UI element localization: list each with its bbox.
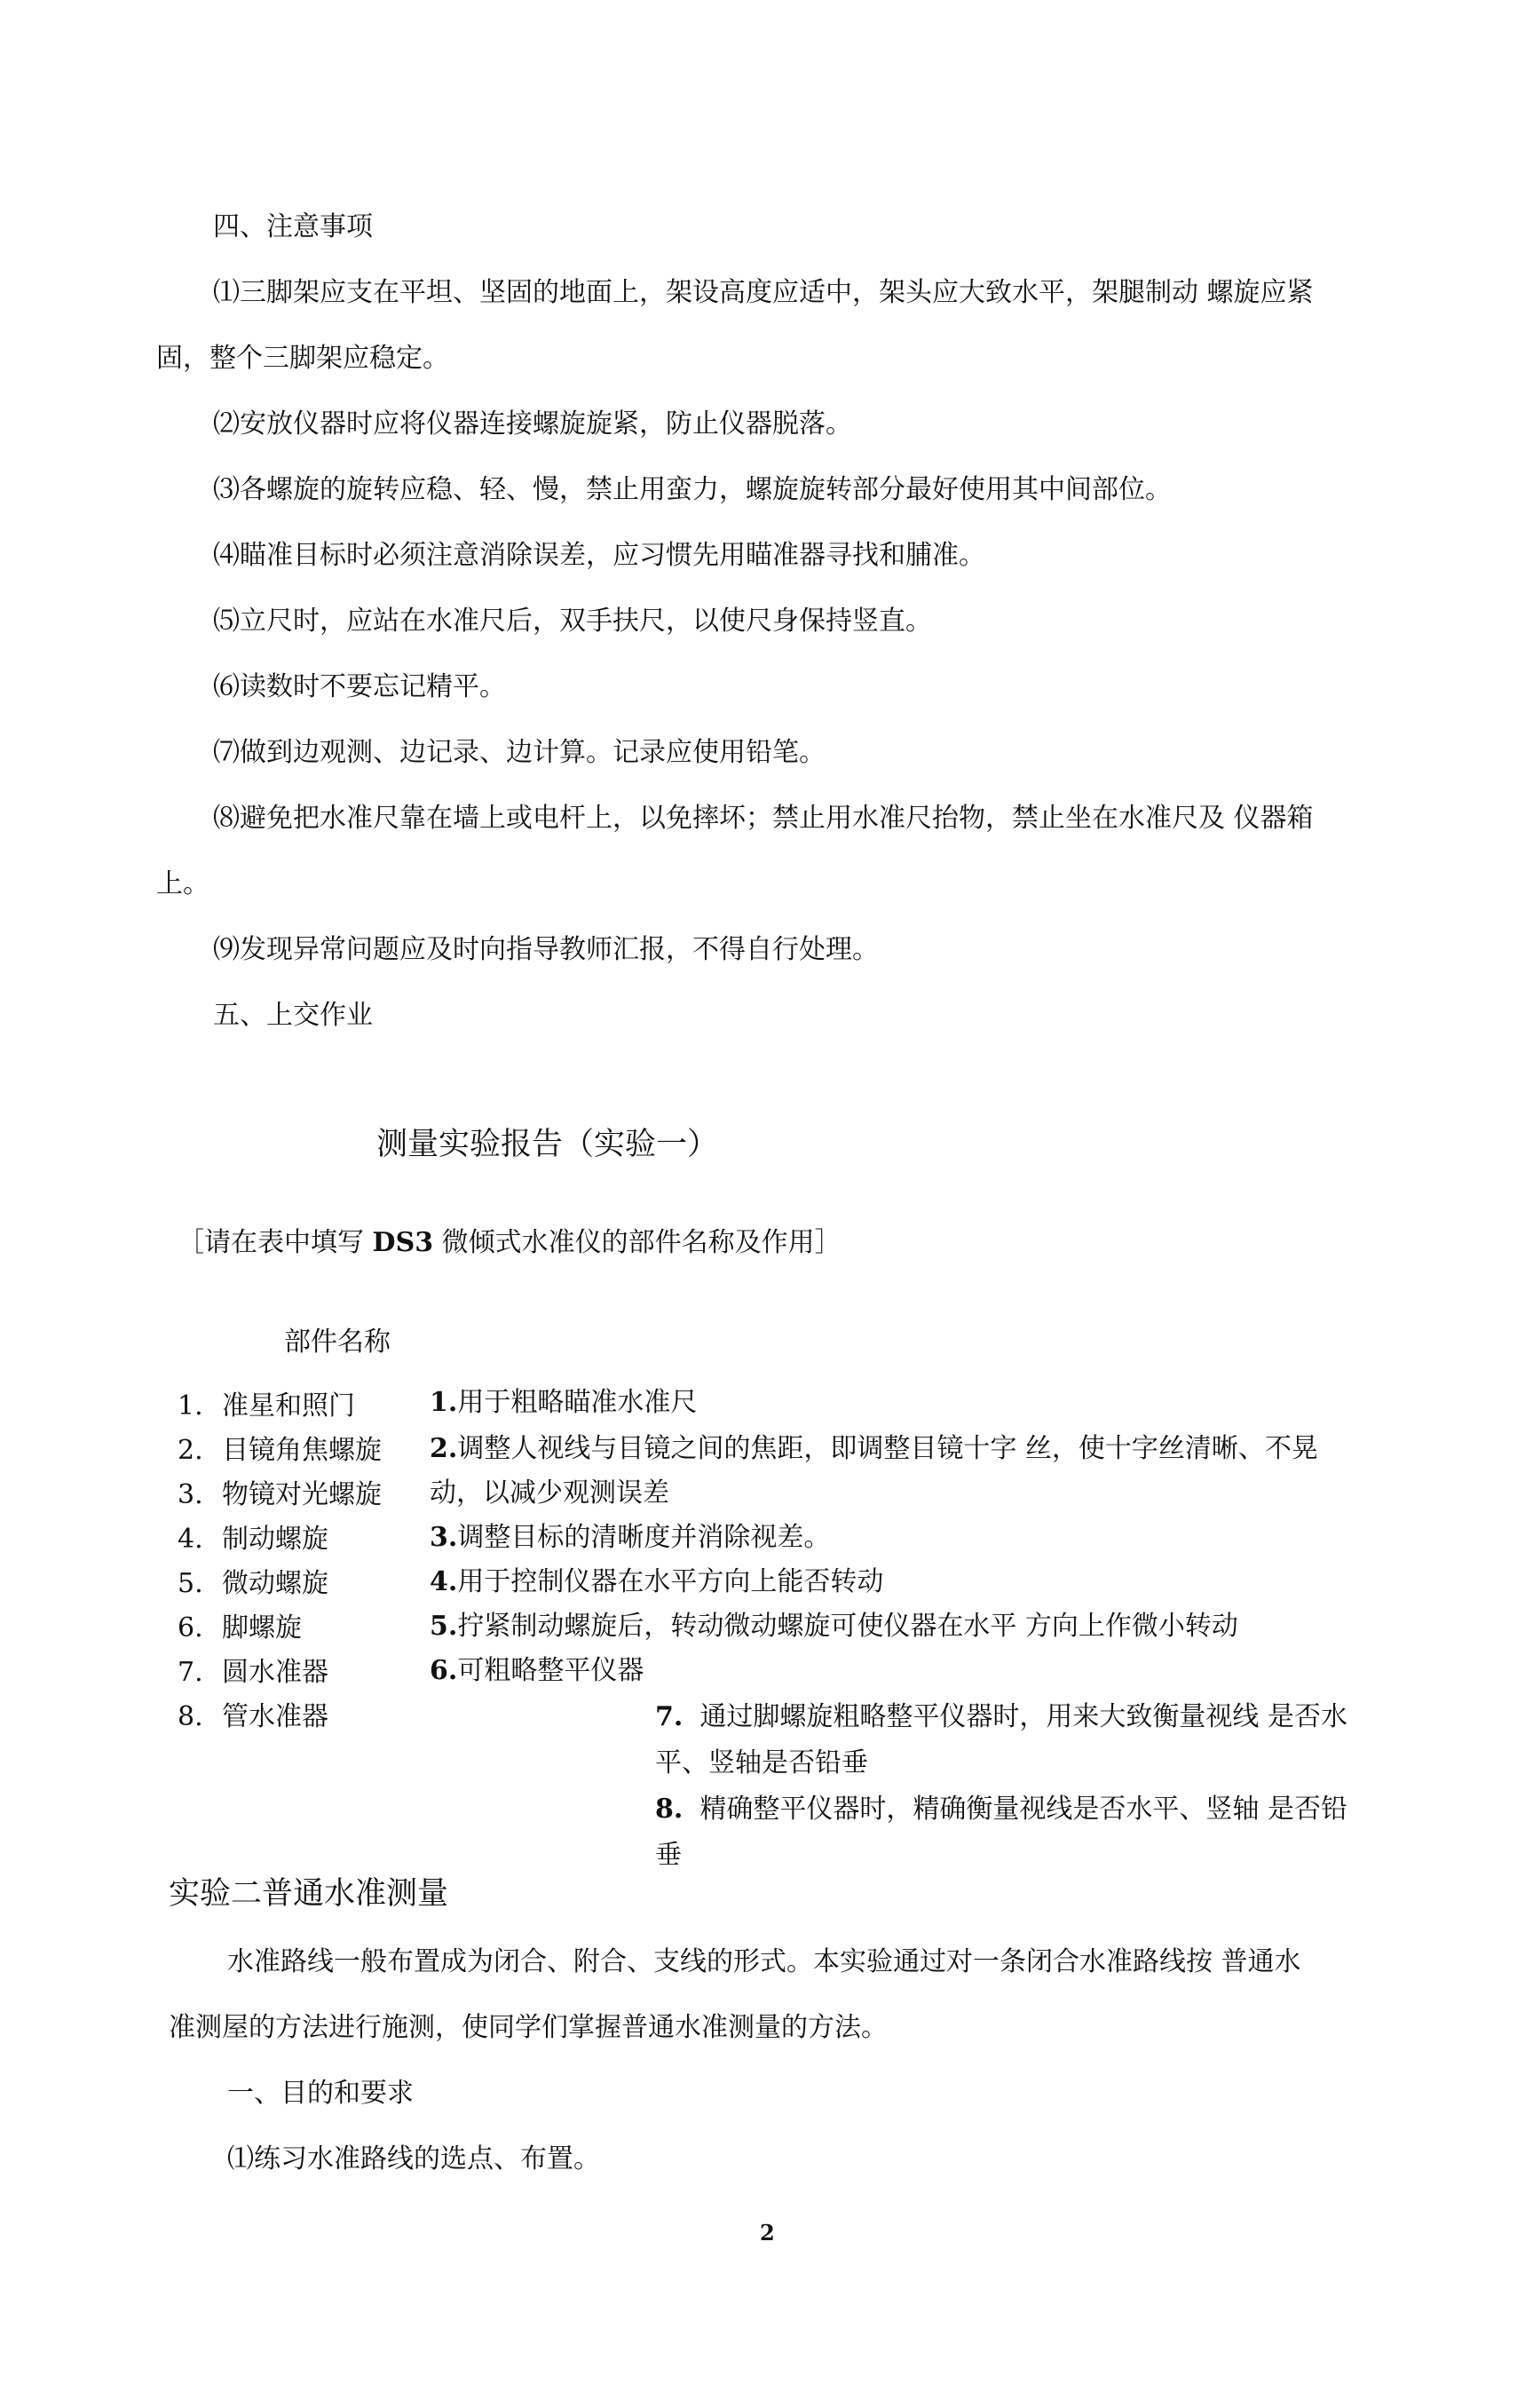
column-header: 部件名称 (284, 1327, 391, 1358)
part-item: 2. 目镜角焦螺旋 (178, 1435, 382, 1466)
function-item: 7. 通过脚螺旋粗略整平仪器时，用来大致衡量视线 是否水 (655, 1701, 1347, 1732)
function-item: 3.调整目标的清晰度并消除视差。 (430, 1522, 831, 1553)
list-item: ⑺做到边观测、边记录、边计算。记录应使用铅笔。 (213, 737, 826, 768)
list-item: ⑻避免把水准尺靠在墙上或电杆上，以免摔坏；禁止用水准尺抬物，禁止坐在水准尺及 仪器箱 (213, 803, 1314, 834)
function-item: 1.用于粗略瞄准水准尺 (430, 1387, 698, 1418)
item-number: ⑻ (213, 803, 240, 834)
item-number: ⑶ (213, 474, 240, 505)
item-number: ⑹ (213, 671, 240, 702)
item-number: ⑸ (213, 606, 240, 637)
section-heading: 四、注意事项 (213, 211, 373, 242)
part-item: 8. 管水准器 (178, 1701, 328, 1732)
function-item: 2.调整人视线与目镜之间的焦距，即调整目镜十字 丝，使十字丝清晰、不晃 (430, 1433, 1318, 1464)
function-item-continuation: 平、竖轴是否铅垂 (655, 1747, 868, 1778)
function-item: 4.用于控制仪器在水平方向上能否转动 (430, 1566, 884, 1597)
list-item: ⑴三脚架应支在平坦、坚固的地面上，架设高度应适中，架头应大致水平，架腿制动 螺旋应紧 (213, 277, 1314, 308)
item-number: ⑴ (227, 2143, 254, 2174)
list-item: ⑷瞄准目标时必须注意消除误差，应习惯先用瞄准器寻找和脯准。 (213, 540, 985, 571)
list-item: ⑸立尺时，应站在水准尺后，双手扶尺，以使尺身保持竖直。 (213, 606, 932, 637)
paragraph-line: 水准路线一般布置成为闭合、附合、支线的形式。本实验通过对一条闭合水准路线按 普通水 (227, 1946, 1301, 1977)
part-item: 7. 圆水准器 (178, 1657, 328, 1688)
part-item: 1. 准星和照门 (178, 1390, 355, 1422)
list-item: ⑶各螺旋的旋转应稳、轻、慢，禁止用蛮力，螺旋旋转部分最好使用其中间部位。 (213, 474, 1172, 505)
list-item: ⑴练习水准路线的选点、布置。 (227, 2143, 600, 2174)
function-item-continuation: 垂 (655, 1840, 682, 1871)
item-number: ⑼ (213, 934, 240, 965)
page-number: 2 (760, 2220, 775, 2246)
item-number: ⑺ (213, 737, 240, 768)
list-item-continuation: 固，整个三脚架应稳定。 (156, 343, 449, 374)
item-number: ⑴ (213, 277, 240, 308)
function-item: 6.可粗略整平仪器 (430, 1655, 644, 1686)
function-item: 5.拧紧制动螺旋后，转动微动螺旋可使仪器在水平 方向上作微小转动 (430, 1611, 1238, 1642)
paragraph-line: 准测屋的方法进行施测，使同学们掌握普通水准测量的方法。 (169, 2012, 888, 2043)
report-instruction: ［请在表中填写 DS3 微倾式水准仪的部件名称及作用］ (178, 1227, 842, 1258)
function-item-continuation: 动，以减少观测误差 (430, 1477, 669, 1509)
part-item: 5. 微动螺旋 (178, 1568, 328, 1599)
item-number: ⑷ (213, 540, 240, 571)
list-item-continuation: 上。 (156, 868, 209, 899)
part-item: 3. 物镜对光螺旋 (178, 1479, 382, 1510)
list-item: ⑵安放仪器时应将仪器连接螺旋旋紧，防止仪器脱落。 (213, 408, 852, 440)
report-title: 测量实验报告（实验一） (376, 1127, 719, 1162)
list-item: ⑼发现异常问题应及时向指导教师汇报，不得自行处理。 (213, 934, 879, 965)
function-item: 8. 精确整平仪器时，精确衡量视线是否水平、竖轴 是否铅 (655, 1794, 1347, 1825)
part-item: 4. 制动螺旋 (178, 1524, 328, 1555)
section-heading: 五、上交作业 (213, 1000, 373, 1031)
experiment-title: 实验二普通水准测量 (169, 1876, 449, 1912)
part-item: 6. 脚螺旋 (178, 1612, 302, 1644)
list-item: ⑹读数时不要忘记精平。 (213, 671, 506, 702)
item-number: ⑵ (213, 408, 240, 440)
section-heading: 一、目的和要求 (227, 2078, 414, 2109)
